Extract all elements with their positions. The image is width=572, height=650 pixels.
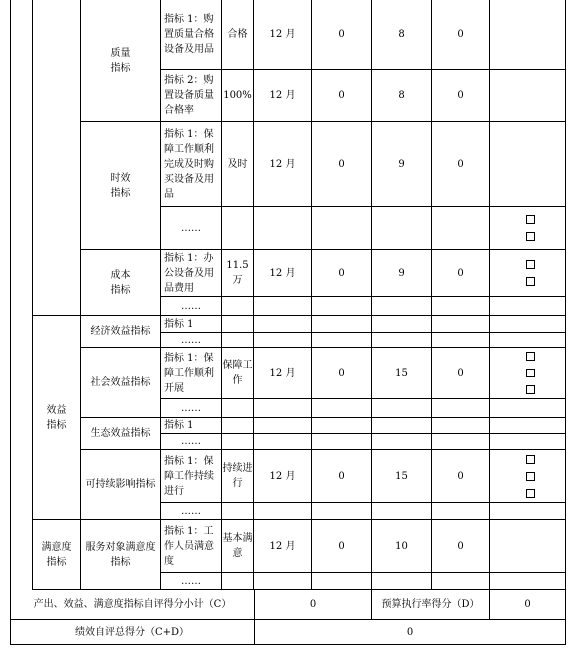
weight-cell: 0 — [312, 520, 372, 573]
ecological-label-text: 生态效益指标 — [90, 428, 151, 439]
completion-cell — [254, 573, 312, 590]
completion-cell: 12 月 — [254, 70, 312, 122]
weight-cell — [312, 434, 372, 450]
score-cell: 10 — [372, 520, 432, 573]
weight-cell — [312, 333, 372, 348]
weight-cell — [312, 573, 372, 590]
indicator-cell: 指标 1 — [161, 316, 222, 333]
deduct-cell: 0 — [432, 0, 490, 70]
note-cell — [490, 122, 566, 207]
checkbox-icon[interactable] — [526, 369, 535, 378]
score-cell — [372, 207, 432, 250]
indicator-cell: …… — [161, 333, 222, 348]
note-cell — [490, 70, 566, 122]
economic-label-text: 经济效益指标 — [90, 326, 151, 337]
service-label-text: 服务对象满意度 指标 — [85, 541, 156, 568]
checkbox-icon[interactable] — [526, 385, 535, 394]
weight-cell — [312, 207, 372, 250]
ecological-label — [81, 418, 161, 450]
economic-label — [81, 316, 161, 348]
note-cell — [490, 399, 566, 418]
target-cell — [222, 573, 254, 590]
quality-label-text: 质量 指标 — [110, 47, 131, 74]
indicator-cell: 指标 2：购置设备质量合格率 — [161, 70, 222, 122]
target-cell: 100% — [222, 70, 254, 122]
checkbox-icon[interactable] — [526, 260, 535, 269]
deduct-cell — [432, 573, 490, 590]
checkbox-icon[interactable] — [526, 215, 535, 224]
weight-cell — [312, 503, 372, 520]
deduct-cell: 0 — [432, 450, 490, 503]
target-cell — [222, 316, 254, 333]
weight-cell: 0 — [312, 450, 372, 503]
note-checkboxes — [490, 207, 566, 250]
score-cell — [372, 333, 432, 348]
note-cell — [490, 418, 566, 434]
score-cell — [372, 418, 432, 434]
target-cell: 基本满意 — [222, 520, 254, 573]
target-cell — [222, 333, 254, 348]
benefit-category-text: 效益 指标 — [46, 404, 67, 431]
indicator-cell: …… — [161, 573, 222, 590]
score-cell — [372, 297, 432, 316]
completion-cell: 12 月 — [254, 450, 312, 503]
indicator-cell: 指标 1：办公设备及用品费用 — [161, 250, 222, 297]
note-cell — [490, 333, 566, 348]
completion-cell — [254, 207, 312, 250]
note-checkboxes — [490, 450, 566, 503]
score-cell: 9 — [372, 122, 432, 207]
social-label-text: 社会效益指标 — [90, 377, 151, 388]
table-border-left — [10, 0, 11, 645]
indicator-cell: 指标 1 — [161, 418, 222, 434]
deduct-cell: 0 — [432, 348, 490, 399]
sustainable-label-text: 可持续影响指标 — [85, 479, 156, 490]
total-value: 0 — [255, 620, 566, 645]
target-cell: 保障工作 — [222, 348, 254, 399]
indicator-cell: …… — [161, 297, 222, 316]
target-cell: 11.5 万 — [222, 250, 254, 297]
completion-cell — [254, 333, 312, 348]
deduct-cell: 0 — [432, 250, 490, 297]
cost-label — [81, 250, 161, 316]
target-cell — [222, 418, 254, 434]
note-cell — [490, 503, 566, 520]
target-cell — [222, 503, 254, 520]
completion-cell — [254, 316, 312, 333]
score-cell — [372, 434, 432, 450]
budget-value: 0 — [490, 590, 566, 620]
weight-cell: 0 — [312, 250, 372, 297]
deduct-cell — [432, 434, 490, 450]
sustainable-label — [81, 450, 161, 520]
deduct-cell — [432, 316, 490, 333]
score-cell — [372, 573, 432, 590]
checkbox-icon[interactable] — [526, 352, 535, 361]
timeliness-label — [81, 122, 161, 250]
satisfaction-category-text: 满意度 指标 — [41, 541, 72, 568]
completion-cell: 12 月 — [254, 520, 312, 573]
note-cell — [490, 573, 566, 590]
indicator-cell: 指标 1：购置质量合格设备及用品 — [161, 0, 222, 70]
quality-label — [81, 0, 161, 122]
completion-cell — [254, 503, 312, 520]
indicator-cell: 指标 1：保障工作持续进行 — [161, 450, 222, 503]
weight-cell: 0 — [312, 348, 372, 399]
deduct-cell — [432, 418, 490, 434]
budget-label: 预算执行率得分（D） — [372, 590, 490, 620]
subtotal-value: 0 — [255, 590, 372, 620]
checkbox-icon[interactable] — [526, 489, 535, 498]
score-cell: 15 — [372, 348, 432, 399]
deduct-cell — [432, 333, 490, 348]
note-cell — [490, 316, 566, 333]
subtotal-label: 产出、效益、满意度指标自评得分小计（C） — [10, 590, 255, 620]
completion-cell: 12 月 — [254, 122, 312, 207]
target-cell: 合格 — [222, 0, 254, 70]
weight-cell — [312, 297, 372, 316]
weight-cell: 0 — [312, 0, 372, 70]
completion-cell — [254, 399, 312, 418]
indicator-cell: …… — [161, 207, 222, 250]
deduct-cell — [432, 297, 490, 316]
weight-cell — [312, 399, 372, 418]
cost-label-text: 成本 指标 — [110, 269, 131, 296]
weight-cell — [312, 316, 372, 333]
indicator-cell: 指标 1：工作人员满意度 — [161, 520, 222, 573]
note-checkboxes — [490, 348, 566, 399]
score-cell: 8 — [372, 70, 432, 122]
satisfaction-category — [33, 520, 81, 590]
indicator-cell: 指标 1：保障工作顺利开展 — [161, 348, 222, 399]
deduct-cell: 0 — [432, 70, 490, 122]
note-cell — [490, 0, 566, 70]
completion-cell — [254, 418, 312, 434]
deduct-cell: 0 — [432, 122, 490, 207]
deduct-cell — [432, 399, 490, 418]
target-cell — [222, 399, 254, 418]
indicator-cell: …… — [161, 434, 222, 450]
score-cell — [372, 503, 432, 520]
target-cell — [222, 207, 254, 250]
target-cell: 持续进行 — [222, 450, 254, 503]
completion-cell: 12 月 — [254, 348, 312, 399]
social-label — [81, 348, 161, 418]
note-checkboxes — [490, 250, 566, 297]
output-category-cell — [33, 0, 81, 316]
weight-cell: 0 — [312, 70, 372, 122]
score-cell — [372, 316, 432, 333]
weight-cell: 0 — [312, 122, 372, 207]
deduct-cell: 0 — [432, 520, 490, 573]
service-label — [81, 520, 161, 590]
weight-cell — [312, 418, 372, 434]
checkbox-icon[interactable] — [526, 455, 535, 464]
completion-cell: 12 月 — [254, 0, 312, 70]
score-cell: 15 — [372, 450, 432, 503]
target-cell — [222, 434, 254, 450]
deduct-cell — [432, 207, 490, 250]
completion-cell — [254, 434, 312, 450]
total-label: 绩效自评总得分（C+D） — [10, 620, 255, 645]
score-cell — [372, 399, 432, 418]
timeliness-label-text: 时效 指标 — [110, 172, 131, 199]
note-cell — [490, 520, 566, 573]
deduct-cell — [432, 503, 490, 520]
checkbox-icon[interactable] — [526, 277, 535, 286]
completion-cell: 12 月 — [254, 250, 312, 297]
completion-cell — [254, 297, 312, 316]
benefit-category — [33, 316, 81, 520]
checkbox-icon[interactable] — [526, 472, 535, 481]
note-cell — [490, 297, 566, 316]
target-cell: 及时 — [222, 122, 254, 207]
score-cell: 9 — [372, 250, 432, 297]
indicator-cell: 指标 1：保障工作顺利完成及时购买设备及用品 — [161, 122, 222, 207]
note-cell — [490, 434, 566, 450]
score-cell: 8 — [372, 0, 432, 70]
indicator-cell: …… — [161, 399, 222, 418]
checkbox-icon[interactable] — [526, 232, 535, 241]
indicator-cell: …… — [161, 503, 222, 520]
target-cell — [222, 297, 254, 316]
